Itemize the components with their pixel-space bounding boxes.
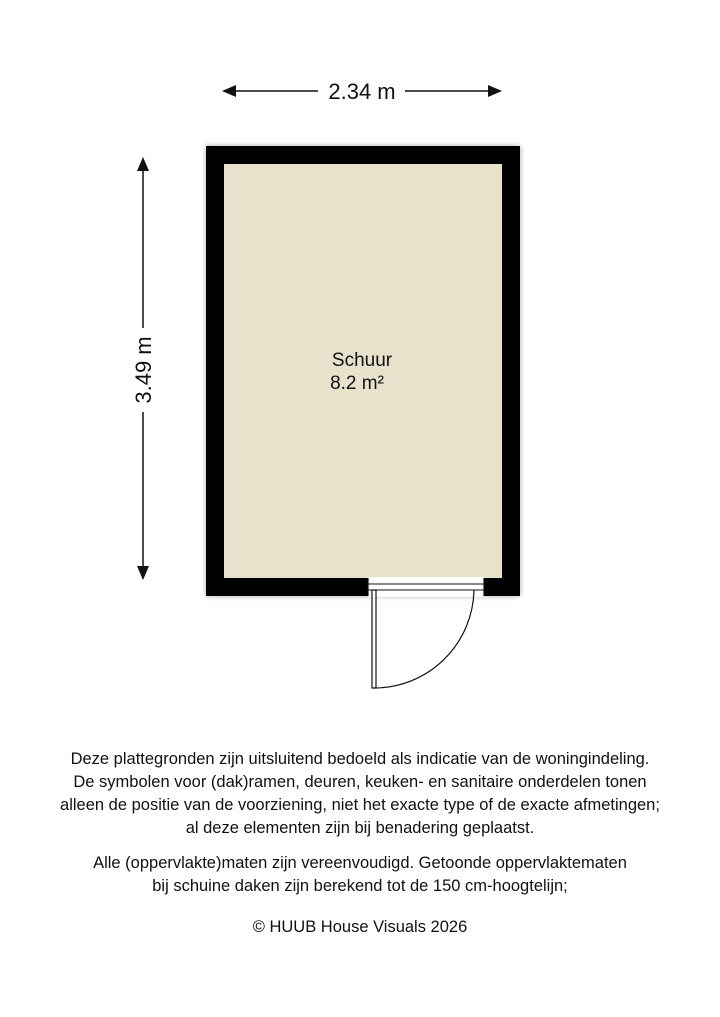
height-dimension	[131, 157, 156, 580]
disclaimer-line: alleen de positie van de voorziening, niet het exacte type of de exacte afmetingen;	[60, 796, 660, 814]
disclaimer-paragraph-1	[0, 748, 720, 840]
disclaimer-line: al deze elementen zijn bij benadering geplaatst.	[185, 819, 535, 837]
disclaimer-line: Deze plattegronden zijn uitsluitend bedoeld als indicatie van de woningindeling.	[70, 750, 650, 768]
disclaimer-line: bij schuine daken zijn berekend tot de 150 cm-hoogtelijn;	[152, 877, 568, 895]
copyright-notice	[0, 916, 720, 939]
door-opening	[368, 577, 484, 597]
room-name: Schuur	[331, 350, 393, 371]
room-area: 8.2 m²	[330, 373, 384, 394]
disclaimer-line: De symbolen voor (dak)ramen, deuren, keuken- en sanitaire onderdelen tonen	[73, 773, 647, 791]
width-dimension	[222, 79, 502, 104]
disclaimer-paragraph-2	[0, 852, 720, 898]
arrow-left-icon	[222, 85, 236, 97]
door-swing-icon	[372, 590, 474, 688]
copyright-text: © HUUB House Visuals 2026	[252, 918, 468, 936]
disclaimer-line: Alle (oppervlakte)maten zijn vereenvoudigd. Getoonde oppervlaktematen	[93, 854, 627, 872]
arrow-down-icon	[137, 566, 149, 580]
arrow-right-icon	[488, 85, 502, 97]
arrow-up-icon	[137, 157, 149, 171]
width-dimension-label: 2.34 m	[328, 79, 396, 104]
room-floor	[224, 164, 502, 578]
height-dimension-label: 3.49 m	[131, 336, 156, 404]
